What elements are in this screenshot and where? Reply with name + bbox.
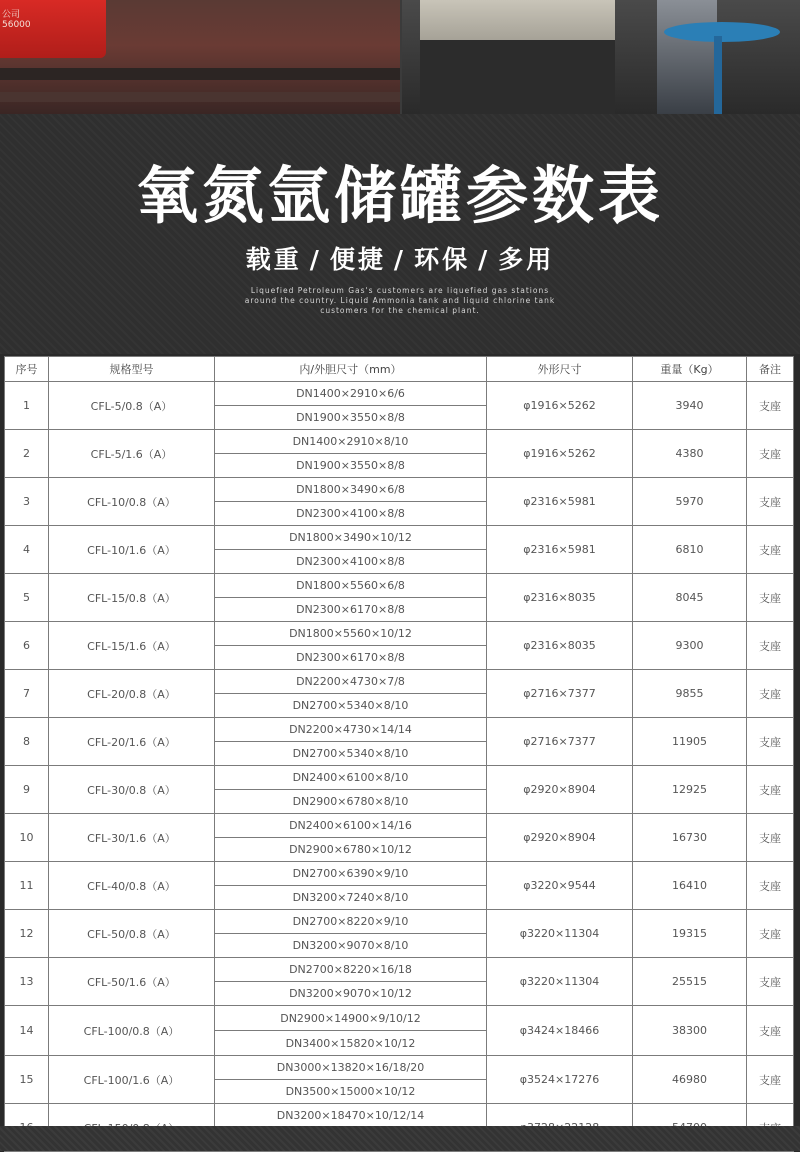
cell-inner-dimension: DN1400×2910×6/6 [215,382,487,406]
cell-outer-size: φ2316×8035 [487,622,633,670]
cell-note: 支座 [747,910,794,958]
cell-no: 13 [5,958,49,1006]
cell-model: CFL-50/1.6（A） [49,958,215,1006]
cell-outer-size: φ3524×17276 [487,1056,633,1104]
cell-model: CFL-30/1.6（A） [49,814,215,862]
cell-outer-dimension: DN2300×4100×8/8 [215,502,487,526]
subtitle-item: 多用 [498,245,555,274]
cell-model: CFL-100/0.8（A） [49,1006,215,1056]
english-line: Liquefied Petroleum Gas's customers are liquefied gas stations [250,286,550,295]
cell-weight: 11905 [633,718,747,766]
table-header-row [5,357,794,382]
header-no: 序号 [5,357,49,382]
cell-model: CFL-30/0.8（A） [49,766,215,814]
cell-outer-dimension: DN3400×15820×10/12 [215,1031,487,1056]
cell-outer-dimension: DN1900×3550×8/8 [215,454,487,478]
cell-outer-size: φ3220×11304 [487,958,633,1006]
cell-outer-dimension: DN3200×7240×8/10 [215,886,487,910]
cell-outer-size: φ1916×5262 [487,382,633,430]
cell-no: 15 [5,1056,49,1104]
cell-weight: 19315 [633,910,747,958]
bottom-band [0,1126,800,1151]
cell-no: 5 [5,574,49,622]
table-row [5,622,794,646]
spec-table [4,356,794,1152]
cell-model: CFL-10/0.8（A） [49,478,215,526]
cell-note: 支座 [747,526,794,574]
table-row [5,910,794,934]
cell-model: CFL-40/0.8（A） [49,862,215,910]
cell-inner-dimension: DN2400×6100×14/16 [215,814,487,838]
title-banner [0,114,800,354]
factory-photo-right [402,0,800,114]
subtitle-item: 环保 [414,245,471,274]
cell-model: CFL-5/0.8（A） [49,382,215,430]
cell-no: 1 [5,382,49,430]
cell-note: 支座 [747,1006,794,1056]
cell-outer-dimension: DN3200×9070×10/12 [215,982,487,1006]
red-cutting-machine [0,0,106,58]
cell-outer-size: φ1916×5262 [487,430,633,478]
cell-weight: 8045 [633,574,747,622]
subtitle-separator: / [478,245,491,274]
cell-weight: 9300 [633,622,747,670]
cabinet-base [420,40,615,114]
cell-note: 支座 [747,670,794,718]
subtitle-separator: / [309,245,322,274]
cell-outer-dimension: DN1900×3550×8/8 [215,406,487,430]
cell-inner-dimension: DN2700×8220×16/18 [215,958,487,982]
header-dimensions: 内/外胆尺寸（mm） [215,357,487,382]
subtitle-item: 载重 [245,245,302,274]
table-row [5,526,794,550]
table-row [5,382,794,406]
cell-weight: 4380 [633,430,747,478]
cell-outer-dimension: DN2900×6780×10/12 [215,838,487,862]
cell-model: CFL-15/1.6（A） [49,622,215,670]
machine-rail-lower [0,92,400,102]
cell-weight: 16410 [633,862,747,910]
cell-note: 支座 [747,574,794,622]
cell-inner-dimension: DN3200×18470×10/12/14 [215,1104,487,1128]
cell-weight: 38300 [633,1006,747,1056]
cell-note: 支座 [747,862,794,910]
cell-inner-dimension: DN2700×6390×9/10 [215,862,487,886]
header-photo-strip [0,0,800,114]
table-row [5,478,794,502]
factory-photo-left [0,0,400,114]
cell-no: 7 [5,670,49,718]
cell-no: 2 [5,430,49,478]
english-line: customers for the chemical plant. [320,306,480,315]
cell-no: 10 [5,814,49,862]
cell-inner-dimension: DN2900×14900×9/10/12 [215,1006,487,1031]
worker-figure [657,0,717,114]
header-note: 备注 [747,357,794,382]
subtitle [0,244,800,276]
cell-outer-dimension: DN2700×5340×8/10 [215,742,487,766]
cell-note: 支座 [747,622,794,670]
cell-outer-dimension: DN3200×9070×8/10 [215,934,487,958]
cell-weight: 5970 [633,478,747,526]
cell-outer-dimension: DN2300×6170×8/8 [215,646,487,670]
cell-weight: 46980 [633,1056,747,1104]
cell-note: 支座 [747,382,794,430]
table-row [5,814,794,838]
cell-note: 支座 [747,1056,794,1104]
cell-weight: 16730 [633,814,747,862]
cell-outer-dimension: DN2700×5340×8/10 [215,694,487,718]
table-row [5,670,794,694]
work-table-pole [714,36,722,114]
page-title: 氧氮氩储罐参数表 [135,159,664,232]
cell-inner-dimension: DN2400×6100×8/10 [215,766,487,790]
cell-outer-size: φ3424×18466 [487,1006,633,1056]
cell-outer-dimension: DN2300×4100×8/8 [215,550,487,574]
cell-outer-size: φ2716×7377 [487,670,633,718]
cell-outer-size: φ3220×11304 [487,910,633,958]
cell-inner-dimension: DN1800×5560×6/8 [215,574,487,598]
table-row [5,1006,794,1031]
table-row [5,862,794,886]
cell-inner-dimension: DN1800×3490×6/8 [215,478,487,502]
cell-no: 9 [5,766,49,814]
cell-no: 6 [5,622,49,670]
cell-outer-dimension: DN2900×6780×8/10 [215,790,487,814]
cell-weight: 9855 [633,670,747,718]
header-weight: 重量（Kg） [633,357,747,382]
subtitle-item: 便捷 [329,245,386,274]
cell-inner-dimension: DN2200×4730×14/14 [215,718,487,742]
cell-weight: 25515 [633,958,747,1006]
cell-inner-dimension: DN1800×5560×10/12 [215,622,487,646]
cell-weight: 6810 [633,526,747,574]
machine-label: 公司 56000 [2,10,31,30]
table-row [5,958,794,982]
cell-inner-dimension: DN1400×2910×8/10 [215,430,487,454]
cell-inner-dimension: DN1800×3490×10/12 [215,526,487,550]
cell-no: 4 [5,526,49,574]
english-description [0,286,800,316]
cell-model: CFL-5/1.6（A） [49,430,215,478]
cell-outer-dimension: DN3500×15000×10/12 [215,1080,487,1104]
cell-inner-dimension: DN2700×8220×9/10 [215,910,487,934]
table-row [5,718,794,742]
cell-outer-size: φ2716×7377 [487,718,633,766]
english-line: around the country. Liquid Ammonia tank and liquid chlorine tank [244,296,556,305]
cell-note: 支座 [747,430,794,478]
blue-work-table [664,22,780,42]
cell-outer-dimension: DN2300×6170×8/8 [215,598,487,622]
cell-outer-size: φ2316×8035 [487,574,633,622]
cell-note: 支座 [747,814,794,862]
cell-model: CFL-10/1.6（A） [49,526,215,574]
cell-inner-dimension: DN2200×4730×7/8 [215,670,487,694]
cell-model: CFL-50/0.8（A） [49,910,215,958]
subtitle-separator: / [393,245,407,274]
cell-note: 支座 [747,478,794,526]
cell-weight: 12925 [633,766,747,814]
cell-no: 8 [5,718,49,766]
cell-no: 3 [5,478,49,526]
cell-outer-size: φ2920×8904 [487,814,633,862]
cell-note: 支座 [747,766,794,814]
cell-note: 支座 [747,958,794,1006]
header-outer-size: 外形尺寸 [487,357,633,382]
cell-note: 支座 [747,718,794,766]
cell-no: 14 [5,1006,49,1056]
cell-weight: 3940 [633,382,747,430]
cell-no: 12 [5,910,49,958]
cell-no: 11 [5,862,49,910]
cell-outer-size: φ2316×5981 [487,526,633,574]
table-row [5,430,794,454]
table-row [5,1104,794,1128]
cell-model: CFL-20/0.8（A） [49,670,215,718]
table-row [5,1056,794,1080]
cell-outer-size: φ2920×8904 [487,766,633,814]
table-row [5,574,794,598]
cell-model: CFL-15/0.8（A） [49,574,215,622]
machine-rail [0,68,400,80]
table-body [5,382,794,1152]
cell-inner-dimension: DN3000×13820×16/18/20 [215,1056,487,1080]
header-model: 规格型号 [49,357,215,382]
table-row [5,766,794,790]
cell-outer-size: φ3220×9544 [487,862,633,910]
cell-outer-size: φ2316×5981 [487,478,633,526]
cell-model: CFL-20/1.6（A） [49,718,215,766]
spec-table-container [4,356,793,1126]
cell-model: CFL-100/1.6（A） [49,1056,215,1104]
